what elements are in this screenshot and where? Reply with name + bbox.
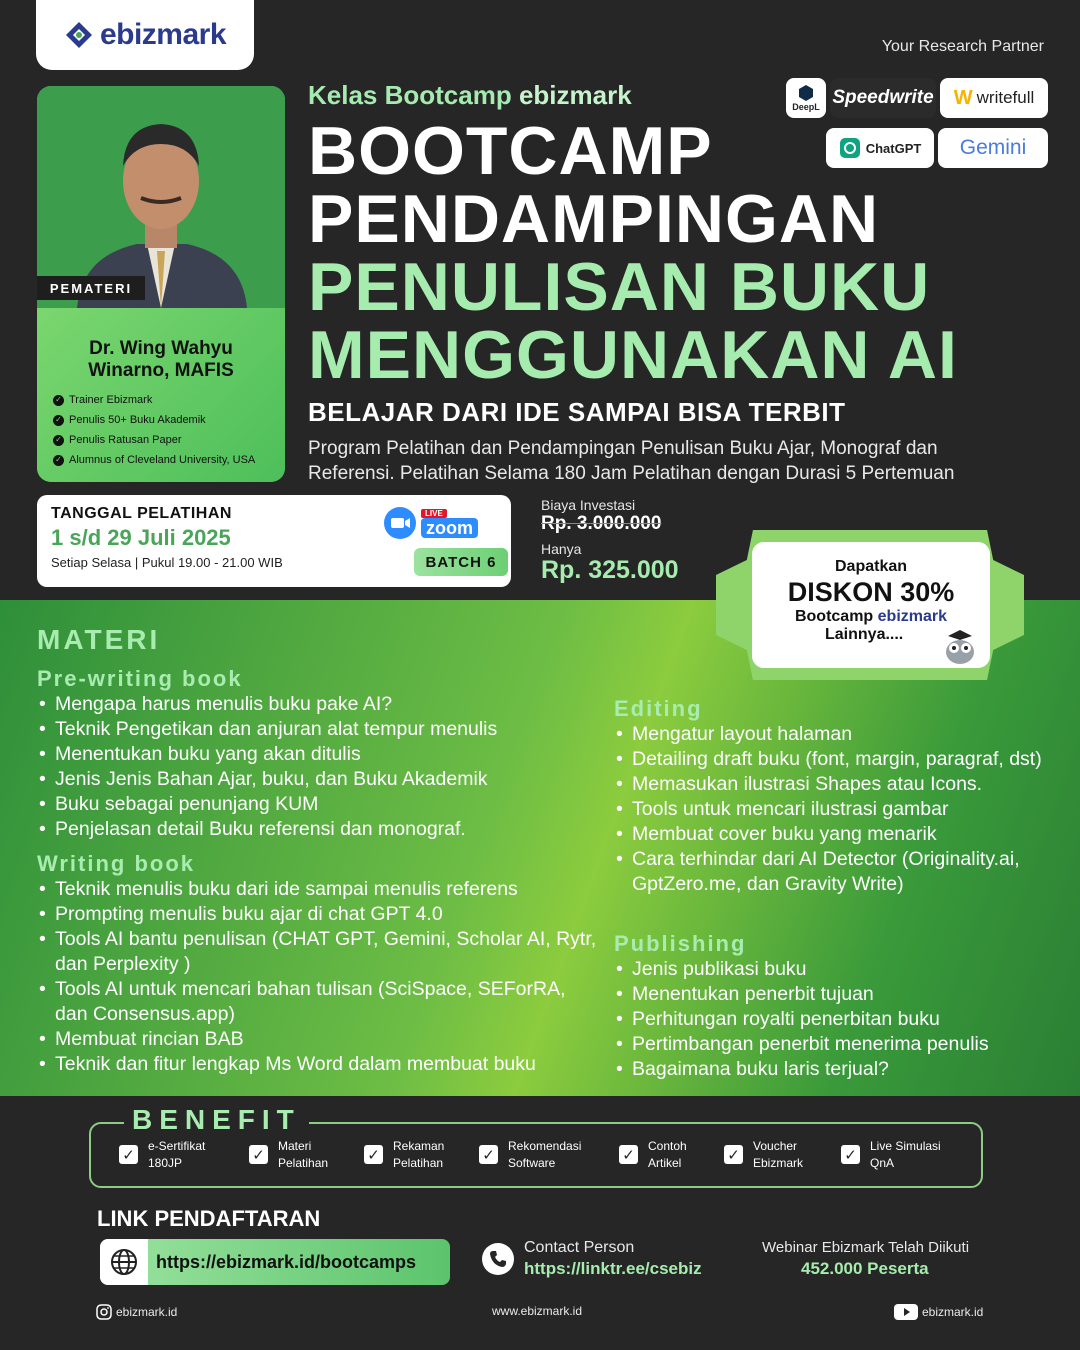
list-item: • Bagaimana buku laris terjual? [614, 1057, 1064, 1082]
footer-instagram[interactable]: ebizmark.id [96, 1304, 177, 1320]
zoom-icon [383, 506, 417, 540]
prewriting-list [37, 692, 597, 842]
section-title-writing: Writing book [37, 851, 196, 876]
benefit-item: ✓ Rekomendasi Software [479, 1138, 581, 1172]
list-item: • Jenis Jenis Bahan Ajar, buku, dan Buku Akademik [37, 767, 597, 792]
list-item: • Memasukan ilustrasi Shapes atau Icons. [614, 772, 1064, 797]
credential-item: ✓ Penulis Ratusan Paper [53, 430, 269, 450]
registration-url[interactable]: https://ebizmark.id/bootcamps [156, 1252, 417, 1272]
brand-logo [36, 0, 254, 70]
benefit-item: ✓ Live Simulasi QnA [841, 1138, 941, 1172]
list-item: • Perhitungan royalti penerbitan buku [614, 1007, 1064, 1032]
chatgpt-icon [839, 137, 861, 159]
brand-name: ebizmark [99, 18, 227, 51]
tool-speedwrite: Speedwrite [830, 78, 936, 118]
discount-line-3: Bootcamp ebizmark [794, 608, 948, 625]
list-item: • Menentukan penerbit tujuan [614, 982, 1064, 1007]
owl-mascot-icon [940, 626, 980, 666]
editing-list [614, 722, 1064, 897]
writing-list [37, 877, 599, 1077]
benefit-item: ✓ Voucher Ebizmark [724, 1138, 803, 1172]
price-label-2: Hanya [541, 541, 582, 557]
list-item: • Tools AI bantu penulisan (CHAT GPT, Gemini, Scholar AI, Rytr, dan Perplexity ) [37, 927, 599, 977]
stats-label: Webinar Ebizmark Telah Diikuti [762, 1239, 970, 1256]
title-line-4: MENGGUNAKAN AI [308, 317, 958, 393]
stats-value: 452.000 Peserta [801, 1259, 929, 1278]
schedule-dates: 1 s/d 29 Juli 2025 [51, 525, 231, 550]
list-item: • Menentukan buku yang akan ditulis [37, 742, 597, 767]
discount-card [752, 542, 990, 668]
credential-item: ✓ Trainer Ebizmark [53, 390, 269, 410]
list-item: • Membuat rincian BAB [37, 1027, 599, 1052]
title-line-2: PENDAMPINGAN [308, 181, 880, 257]
section-title-prewriting: Pre-writing book [37, 666, 243, 691]
deepl-icon [797, 84, 815, 102]
writefull-icon: W [953, 86, 973, 109]
speaker-name: Dr. Wing Wahyu Winarno, MAFIS [88, 338, 234, 381]
checkbox-icon: ✓ [479, 1145, 498, 1164]
credential-item: ✓ Penulis 50+ Buku Akademik [53, 410, 269, 430]
checkbox-icon: ✓ [364, 1145, 383, 1164]
footer-youtube[interactable]: ebizmark.id [894, 1304, 983, 1320]
youtube-icon [894, 1304, 918, 1320]
footer-website[interactable]: www.ebizmark.id [492, 1304, 583, 1318]
speaker-info [37, 308, 285, 482]
list-item: • Cara terhindar dari AI Detector (Originality.ai, GptZero.me, dan Gravity Write) [614, 847, 1064, 897]
list-item: • Teknik Pengetikan dan anjuran alat tempur menulis [37, 717, 597, 742]
zoom-label: LIVE zoom [421, 509, 478, 538]
contact-label: Contact Person [524, 1239, 635, 1256]
list-item: • Tools untuk mencari ilustrasi gambar [614, 797, 1064, 822]
globe-icon[interactable] [100, 1239, 148, 1285]
price-label: Biaya Investasi [541, 497, 636, 513]
check-icon: ✓ [53, 395, 64, 406]
checkbox-icon: ✓ [249, 1145, 268, 1164]
discount-line-2: DISKON 30% [787, 577, 955, 607]
list-item: • Mengatur layout halaman [614, 722, 1064, 747]
list-item: • Buku sebagai penunjang KUM [37, 792, 597, 817]
checkbox-icon: ✓ [724, 1145, 743, 1164]
title-line-3: PENULISAN BUKU [308, 249, 931, 325]
tool-gemini: Gemini [938, 128, 1048, 168]
check-icon: ✓ [53, 435, 64, 446]
title-line-1: BOOTCAMP [308, 113, 713, 189]
benefit-item: ✓ Materi Pelatihan [249, 1138, 328, 1172]
checkbox-icon: ✓ [841, 1145, 860, 1164]
list-item: • Tools AI untuk mencari bahan tulisan (SciSpace, SEForRA, dan Consensus.app) [37, 977, 599, 1027]
list-item: • Mengapa harus menulis buku pake AI? [37, 692, 597, 717]
brand-tagline: Your Research Partner [881, 38, 1044, 55]
tool-deepl: DeepL [786, 78, 826, 118]
price-old: Rp. 3.000.000 [541, 513, 662, 534]
list-item: • Teknik menulis buku dari ide sampai menulis referens [37, 877, 599, 902]
schedule-time: Setiap Selasa | Pukul 19.00 - 21.00 WIB [51, 555, 283, 570]
benefit-item: ✓ Rekaman Pelatihan [364, 1138, 444, 1172]
list-item: • Pertimbangan penerbit menerima penulis [614, 1032, 1064, 1057]
discount-line-1: Dapatkan [834, 558, 908, 575]
check-icon: ✓ [53, 415, 64, 426]
speaker-credentials [53, 390, 269, 470]
registration-heading: LINK PENDAFTARAN [97, 1206, 321, 1231]
credential-item: ✓ Alumnus of Cleveland University, USA [53, 450, 269, 470]
schedule-label: TANGGAL PELATIHAN [51, 505, 232, 522]
instagram-icon [96, 1304, 112, 1320]
price-new: Rp. 325.000 [541, 556, 679, 584]
zoom-badge [383, 505, 501, 541]
list-item: • Jenis publikasi buku [614, 957, 1064, 982]
list-item: • Detailing draft buku (font, margin, paragraf, dst) [614, 747, 1064, 772]
publishing-list [614, 957, 1064, 1082]
section-title-publishing: Publishing [614, 931, 747, 956]
section-title-editing: Editing [614, 696, 703, 721]
benefit-heading: BENEFIT [124, 1104, 309, 1136]
list-item: • Teknik dan fitur lengkap Ms Word dalam membuat buku [37, 1052, 599, 1077]
tool-writefull: W writefull [940, 78, 1048, 118]
class-label: Kelas Bootcamp ebizmark [308, 80, 632, 110]
batch-badge: BATCH 6 [414, 548, 508, 576]
checkbox-icon: ✓ [119, 1145, 138, 1164]
list-item: • Prompting menulis buku ajar di chat GPT 4.0 [37, 902, 599, 927]
benefit-item: ✓ e-Sertifikat 180JP [119, 1138, 205, 1172]
contact-link[interactable]: https://linktr.ee/csebiz [524, 1259, 702, 1278]
list-item: • Penjelasan detail Buku referensi dan monograf. [37, 817, 597, 842]
tool-chatgpt: ChatGPT [826, 128, 934, 168]
ebizmark-logo-icon [64, 20, 94, 50]
description: Program Pelatihan dan Pendampingan Penulisan Buku Ajar, Monograf dan Referensi. Pelatihan Selama 180 Jam Pelatihan dengan Durasi 5 Pertemuan [308, 438, 955, 484]
subtitle: BELAJAR DARI IDE SAMPAI BISA TERBIT [308, 397, 846, 427]
speaker-photo [37, 86, 285, 308]
benefit-item: ✓ Contoh Artikel [619, 1138, 687, 1172]
list-item: • Membuat cover buku yang menarik [614, 822, 1064, 847]
speaker-badge: PEMATERI [37, 276, 145, 300]
check-icon: ✓ [53, 455, 64, 466]
materi-heading: MATERI [37, 624, 161, 655]
checkbox-icon: ✓ [619, 1145, 638, 1164]
phone-icon [482, 1243, 514, 1275]
discount-line-4: Lainnya.... [825, 626, 904, 643]
